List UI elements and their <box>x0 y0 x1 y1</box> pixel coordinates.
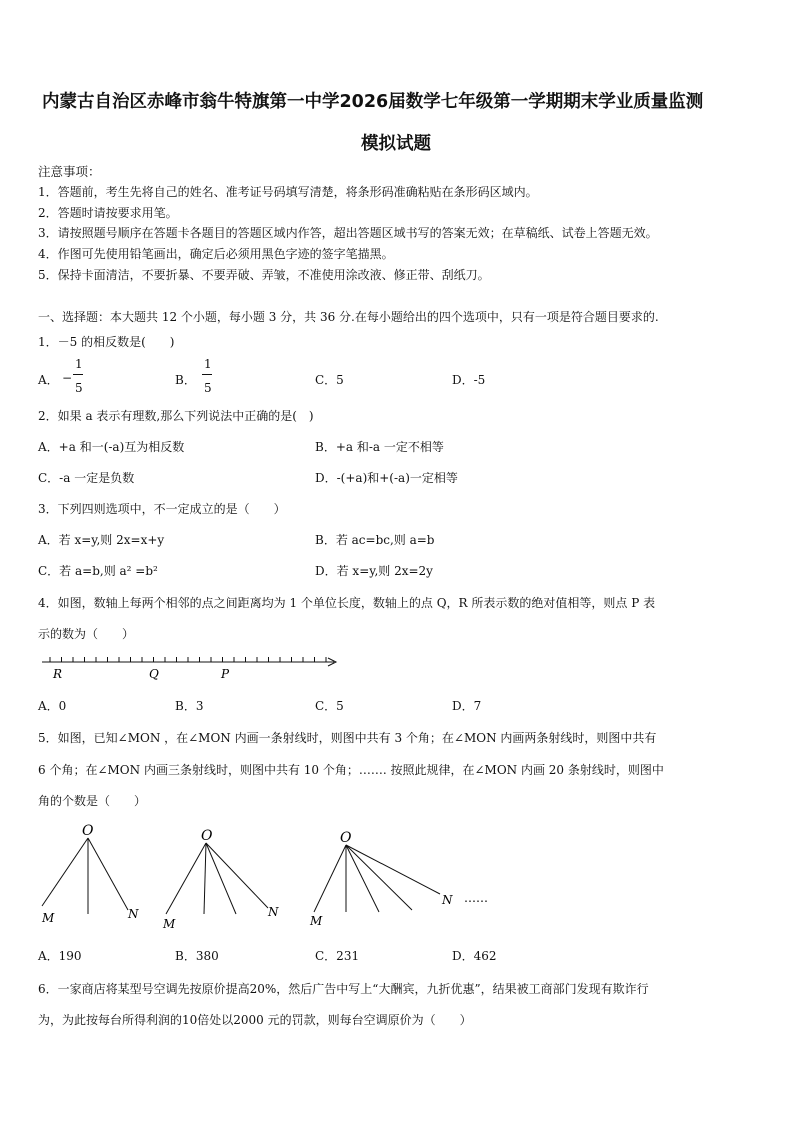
notes-heading: 注意事项： <box>38 164 101 179</box>
question-5-line3: 角的个数是（ ） <box>38 794 147 808</box>
number-line-figure <box>38 650 343 686</box>
number-line-ticks <box>50 657 326 662</box>
q1-a-fraction-bar <box>73 374 83 375</box>
q1-b-denominator: 5 <box>204 381 212 395</box>
fig2-o-label: O <box>201 828 213 844</box>
angle-figure-3 <box>309 830 488 928</box>
note-item: 2．答题时请按要求用笔。 <box>38 206 178 220</box>
question-4-stem-line2: 示的数为（ ） <box>38 627 135 641</box>
note-item: 5．保持卡面清洁，不要折暴、不要弄破、弄皱，不准使用涂改液、修正带、刮纸刀。 <box>38 268 490 282</box>
q1-b-fraction-bar <box>202 374 212 375</box>
q4-option-c: C．5 <box>315 699 344 713</box>
q1-option-a-label: A． <box>38 373 59 387</box>
note-item: 4．作图可先使用铅笔画出，确定后必须用黑色字迹的签字笔描黑。 <box>38 247 394 261</box>
fig3-o-label: O <box>340 830 352 846</box>
question-6-line1: 6．一家商店将某型号空调先按原价提高20%，然后广告中写上“大酬宾，九折优惠”，结果被工商部门发现有欺诈行 <box>38 982 649 996</box>
q5-option-d: D．462 <box>452 949 497 963</box>
q3-option-d: D．若 x=y,则 2x=2y <box>315 564 433 578</box>
question-2-stem: 2．如果 a 表示有理数,那么下列说法中正确的是( ) <box>38 409 314 423</box>
angle-figures <box>36 818 516 938</box>
q1-a-denominator: 5 <box>75 381 83 395</box>
q2-option-b: B．+a 和-a 一定不相等 <box>315 440 444 454</box>
q3-option-c: C．若 a=b,则 a² =b² <box>38 564 158 578</box>
page-title: 内蒙古自治区赤峰市翁牛特旗第一中学2026届数学七年级第一学期期末学业质量监测 <box>42 92 704 112</box>
q2-option-c: C．-a 一定是负数 <box>38 471 135 485</box>
q1-option-a-sign: − <box>62 371 73 385</box>
question-6-line2: 为，为此按每台所得利润的10倍处以2000 元的罚款，则每台空调原价为（ ） <box>38 1013 472 1027</box>
fig1-m-label: M <box>42 911 55 925</box>
fig1-o-label: O <box>82 823 94 839</box>
point-p-label: P <box>221 667 230 681</box>
q1-option-d: D．-5 <box>452 373 486 387</box>
fig1-n-label: N <box>128 907 139 921</box>
section-heading: 一、选择题：本大题共 12 个小题，每小题 3 分，共 36 分.在每小题给出的四个选项中，只有一项是符合题目要求的. <box>38 310 659 324</box>
q4-option-a: A．0 <box>38 699 67 713</box>
q3-option-a: A．若 x=y,则 2x=x+y <box>38 533 165 547</box>
q2-option-d: D．-(+a)和+(-a)一定相等 <box>315 471 458 485</box>
fig3-n-label: N <box>442 893 453 907</box>
q5-option-b: B．380 <box>175 949 219 963</box>
question-5-line2: 6 个角；在∠MON 内画三条射线时，则图中共有 10 个角；……. 按照此规律，在∠MON 内画 20 条射线时，则图中 <box>38 763 664 777</box>
page-title-line2: 模拟试题 <box>361 134 431 154</box>
q1-option-b-label: B． <box>175 373 196 387</box>
q5-option-c: C．231 <box>315 949 360 963</box>
fig2-m-label: M <box>163 917 176 931</box>
fig2-n-label: N <box>268 905 279 919</box>
q1-option-c: C．5 <box>315 373 344 387</box>
q1-a-numerator: 1 <box>75 357 83 371</box>
angle-figure-1 <box>41 823 139 925</box>
q5-option-a: A．190 <box>38 949 82 963</box>
fig3-m-label: M <box>310 914 323 928</box>
question-4-stem: 4．如图，数轴上每两个相邻的点之间距离均为 1 个单位长度，数轴上的点 Q，R 所表示数的绝对值相等，则点 P 表 <box>38 596 656 610</box>
q2-option-a: A．+a 和一(-a)互为相反数 <box>38 440 185 454</box>
q3-option-b: B．若 ac=bc,则 a=b <box>315 533 435 547</box>
q4-option-d: D．7 <box>452 699 482 713</box>
question-3-stem: 3．下列四则选项中，不一定成立的是（ ） <box>38 502 286 516</box>
fig3-ellipsis: …… <box>464 891 488 905</box>
question-1-stem: 1．－5 的相反数是( ) <box>38 335 175 349</box>
q1-b-numerator: 1 <box>204 357 212 371</box>
question-5-line1: 5．如图，已知∠MON ，在∠MON 内画一条射线时，则图中共有 3 个角；在∠MON 内画两条射线时，则图中共有 <box>38 731 657 745</box>
point-r-label: R <box>53 667 63 681</box>
note-item: 1．答题前，考生先将自己的姓名、准考证号码填写清楚，将条形码准确粘贴在条形码区域内。 <box>38 185 538 199</box>
note-item: 3．请按照题号顺序在答题卡各题目的答题区域内作答，超出答题区域书写的答案无效；在草稿纸、试卷上答题无效。 <box>38 226 658 240</box>
point-q-label: Q <box>149 667 159 681</box>
angle-figure-2 <box>162 828 279 931</box>
q4-option-b: B．3 <box>175 699 204 713</box>
